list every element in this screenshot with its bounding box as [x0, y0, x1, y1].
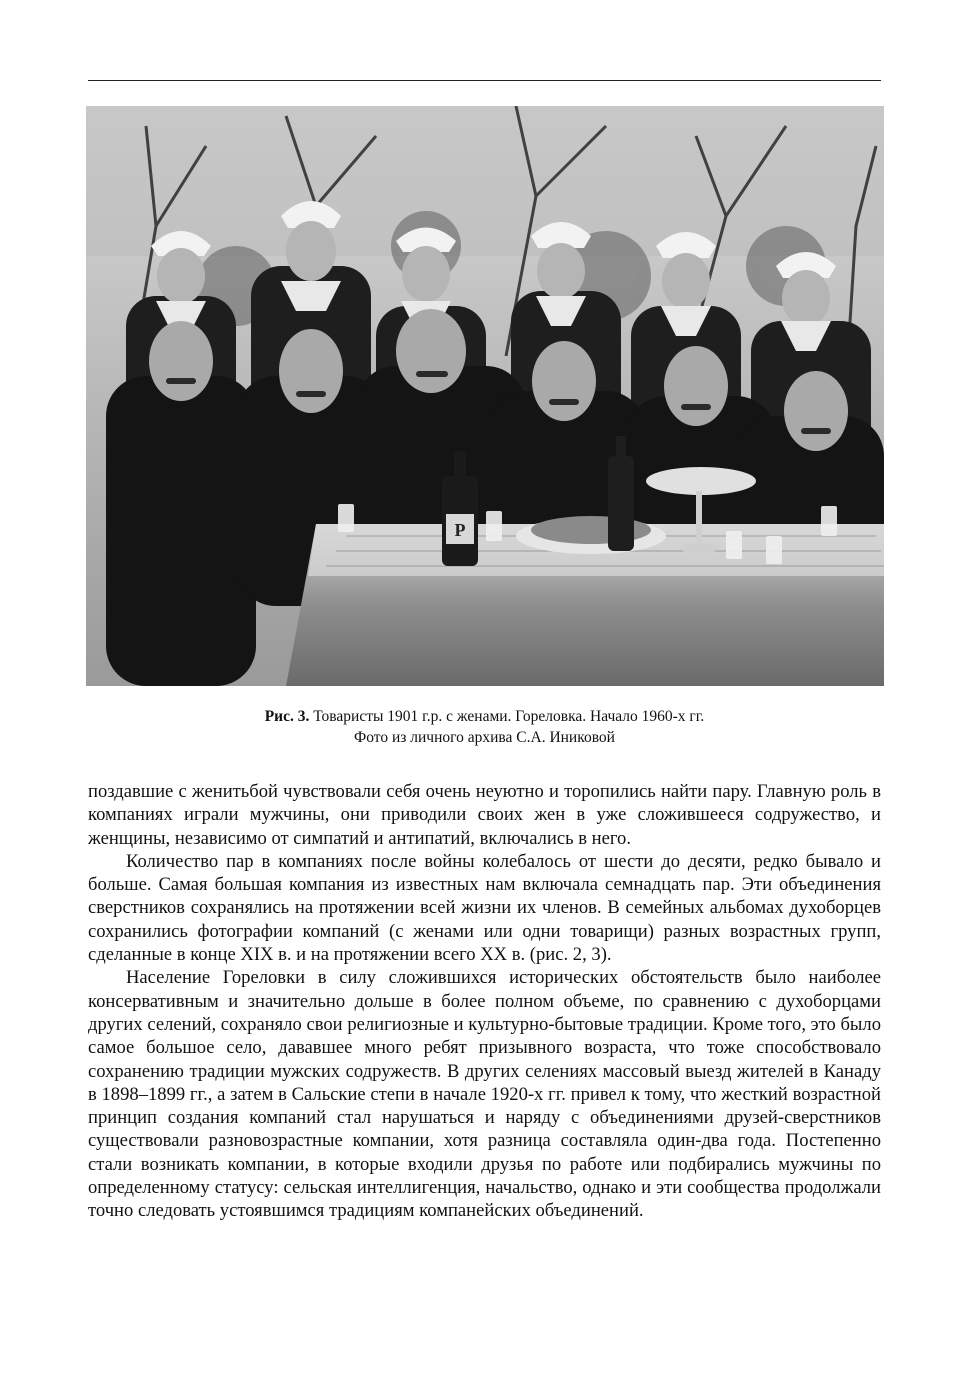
figure-caption: [88, 706, 881, 748]
caption-line: [88, 706, 881, 727]
caption-text: Товаристы 1901 г.р. с женами. Гореловка. Начало 1960-х гг.: [309, 708, 705, 725]
figure-label: Рис. 3.: [264, 708, 310, 725]
header-rule: [88, 80, 881, 81]
photo-illustration: [86, 106, 884, 686]
photo-credit: Фото из личного архива С.А. Иниковой: [354, 729, 615, 746]
bottle-label: P: [454, 520, 466, 540]
paragraph: Население Гореловки в силу сложившихся исторических обстоятельств было наиболее консервативным и значительно дольше в более полном объеме, по сравнению с духоборцами других селений, сохраняло свои религиозные и культурно-бытовые традиции. Кроме того, это было самое большое село, дававшее много ребят призывного возраста, что тоже способствовало сохранению традиции мужских содружеств. В других селениях массовый выезд жителей в Канаду в 1898–1899 гг., а затем в Сальские степи в начале 1920-х гг. привел к тому, что жесткий возрастной принцип создания компаний стал нарушаться и наряду с объединениями друзей-сверстников существовали разновозрастные компании, хотя разница составляла один-два года. Постепенно стали возникать компании, в которые входили друзья по работе или подбирались мужчины по определенному статусу: сельская интеллигенция, начальство, однако и эти сообщества продолжали точно следовать устоявшимся традициям компанейских объединений.: [88, 967, 881, 1222]
paragraph: поздавшие с женитьбой чувствовали себя очень неуютно и торопились найти пару. Главную роль в компаниях играли мужчины, они приводили своих жен в уже сложившееся содружество, и женщины, независимо от симпатий и антипатий, включались в него.: [88, 781, 881, 849]
paragraph: Количество пар в компаниях после войны колебалось от шести до десяти, редко бывало и больше. Самая большая компания из известных нам включала семнадцать пар. Эти объединения сверстников сохранялись на протяжении всей жизни их членов. В семейных альбомах духоборцев сохранились фотографии компаний (с женами или одни товарищи) разных возрастных групп, сделанные в конце XIX в. и на протяжении всего XX в. (рис. 2, 3).: [88, 850, 881, 966]
body-text: [88, 780, 881, 1223]
group-photo: [86, 106, 884, 686]
